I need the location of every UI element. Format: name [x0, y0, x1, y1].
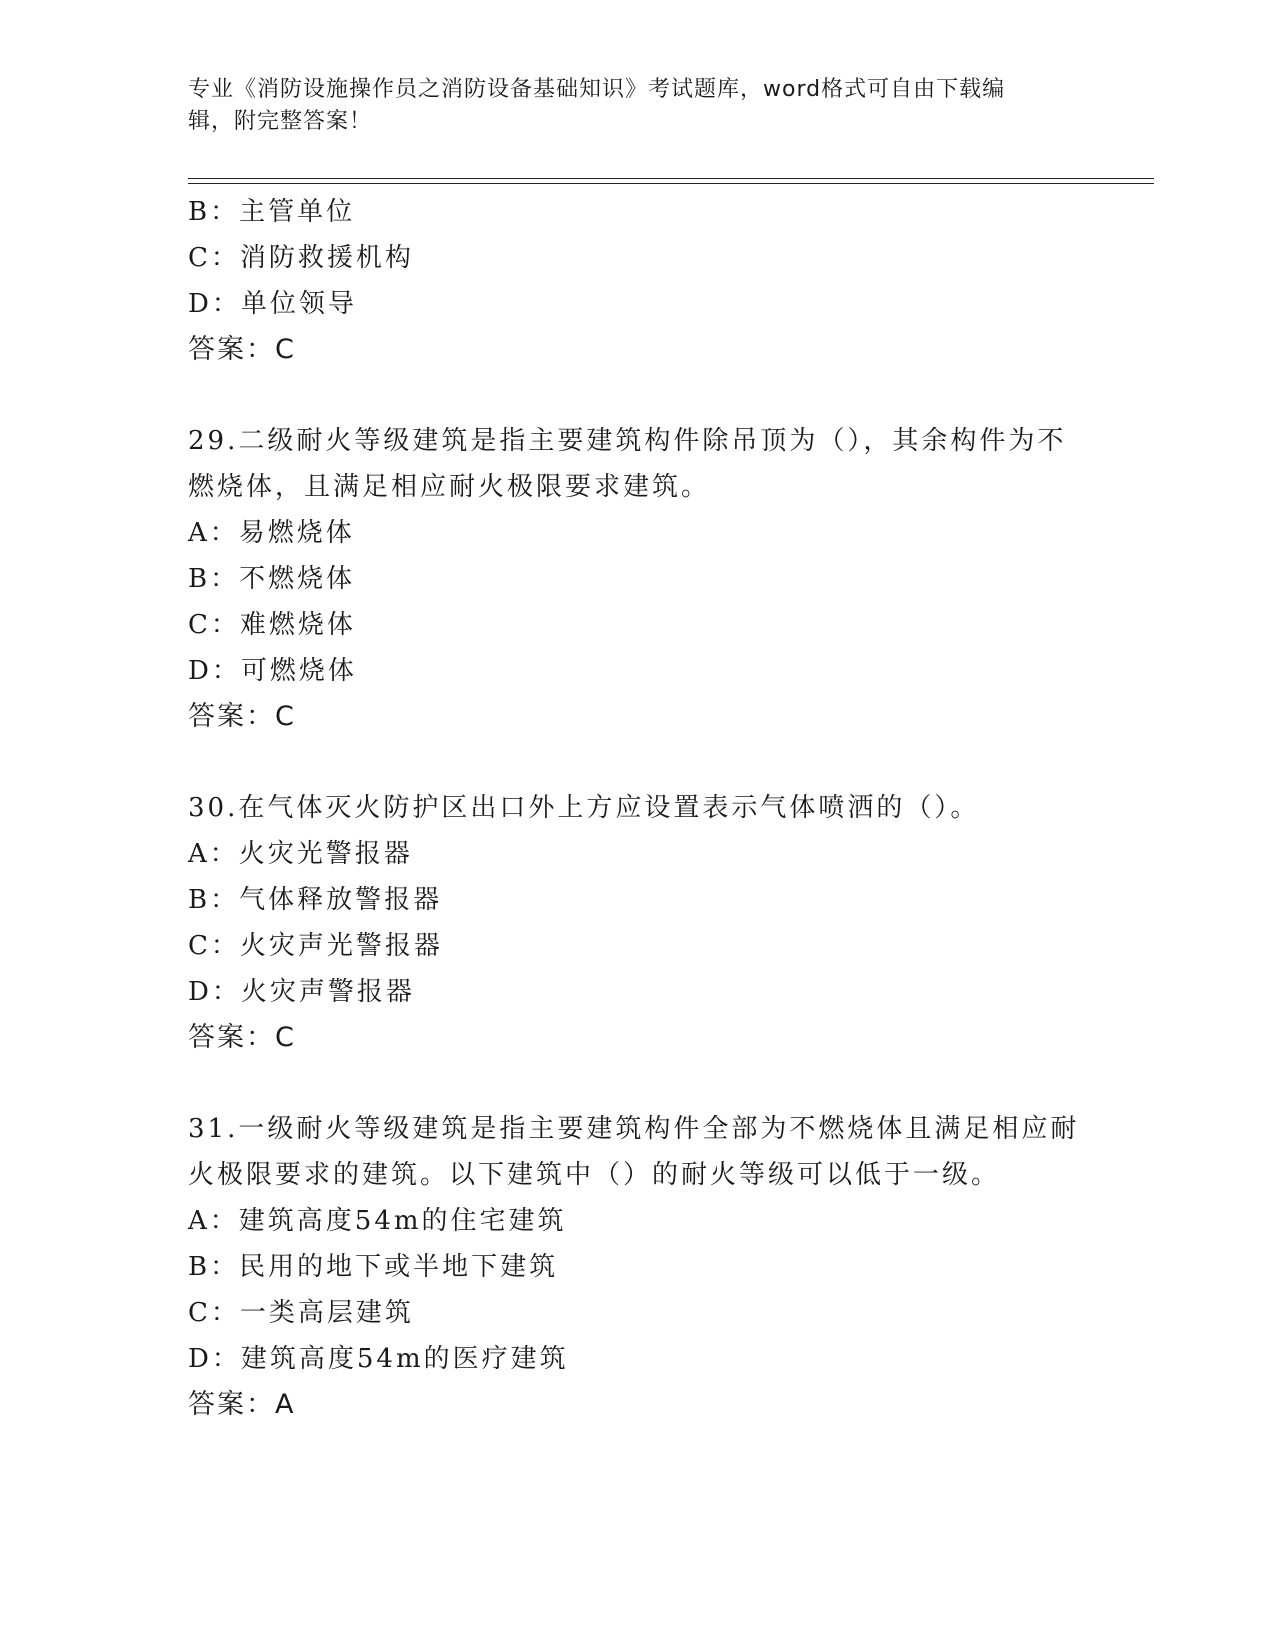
header-line-1: 专业《消防设施操作员之消防设备基础知识》考试题库，word格式可自由下载编 — [188, 77, 1006, 102]
document-header — [188, 74, 1068, 138]
spacer — [188, 1061, 1088, 1106]
option-label: C： — [188, 931, 240, 961]
option-d — [188, 281, 1088, 327]
option-text: 单位领导 — [240, 289, 357, 319]
option-label: D： — [188, 289, 241, 319]
option-text: 可燃烧体 — [240, 656, 357, 686]
option-c — [188, 1290, 1088, 1336]
option-b — [188, 556, 1088, 602]
option-label: A： — [188, 518, 239, 548]
option-a — [188, 831, 1088, 877]
option-text: 火灾光警报器 — [238, 839, 413, 869]
option-b — [188, 877, 1088, 923]
option-text: 难燃烧体 — [239, 610, 356, 640]
option-b — [188, 1244, 1088, 1290]
option-label: B： — [188, 197, 240, 227]
option-text: 易燃烧体 — [238, 518, 355, 548]
header-divider-bottom — [188, 183, 1154, 184]
option-label: D： — [188, 1344, 241, 1374]
option-text: 建筑高度54m的医疗建筑 — [240, 1344, 569, 1374]
option-label: D： — [188, 977, 241, 1007]
answer-line: 答案：A — [188, 1389, 296, 1420]
option-a — [188, 510, 1088, 556]
option-d — [188, 1336, 1088, 1382]
option-text: 不燃烧体 — [239, 564, 356, 594]
header-divider-top — [188, 178, 1154, 179]
header-line-2: 辑，附完整答案！ — [188, 109, 373, 134]
question-stem: 31.一级耐火等级建筑是指主要建筑构件全部为不燃烧体且满足相应耐 — [188, 1114, 1080, 1144]
option-d — [188, 969, 1088, 1015]
option-text: 消防救援机构 — [239, 243, 414, 273]
question-stem: 30.在气体灭火防护区出口外上方应设置表示气体喷洒的（）。 — [188, 793, 980, 823]
question-30 — [188, 785, 1088, 1061]
question-stem: 29.二级耐火等级建筑是指主要建筑构件除吊顶为（），其余构件为不 — [188, 426, 1067, 456]
option-text: 民用的地下或半地下建筑 — [239, 1252, 559, 1282]
answer-line: 答案：C — [188, 701, 296, 732]
option-text: 一类高层建筑 — [239, 1298, 414, 1328]
answer-line: 答案：C — [188, 334, 296, 365]
option-label: B： — [188, 1252, 240, 1282]
question-stem-continued: 火极限要求的建筑。以下建筑中（）的耐火等级可以低于一级。 — [188, 1160, 1001, 1190]
option-label: A： — [188, 1206, 239, 1236]
answer-line: 答案：C — [188, 1022, 296, 1053]
option-c — [188, 923, 1088, 969]
option-label: C： — [188, 243, 240, 273]
option-b — [188, 189, 1088, 235]
prev-question — [188, 189, 1088, 373]
option-label: A： — [188, 839, 239, 869]
spacer — [188, 740, 1088, 785]
option-label: C： — [188, 1298, 240, 1328]
option-text: 气体释放警报器 — [239, 885, 443, 915]
option-label: D： — [188, 656, 241, 686]
option-label: B： — [188, 885, 240, 915]
option-text: 火灾声警报器 — [240, 977, 415, 1007]
option-d — [188, 648, 1088, 694]
option-text: 主管单位 — [239, 197, 356, 227]
question-29 — [188, 418, 1088, 740]
option-c — [188, 602, 1088, 648]
option-label: C： — [188, 610, 240, 640]
option-label: B： — [188, 564, 240, 594]
question-content — [188, 189, 1088, 1428]
option-text: 建筑高度54m的住宅建筑 — [238, 1206, 567, 1236]
option-text: 火灾声光警报器 — [239, 931, 443, 961]
question-31 — [188, 1106, 1088, 1428]
option-c — [188, 235, 1088, 281]
question-stem-continued: 燃烧体，且满足相应耐火极限要求建筑。 — [188, 472, 711, 502]
option-a — [188, 1198, 1088, 1244]
spacer — [188, 373, 1088, 418]
